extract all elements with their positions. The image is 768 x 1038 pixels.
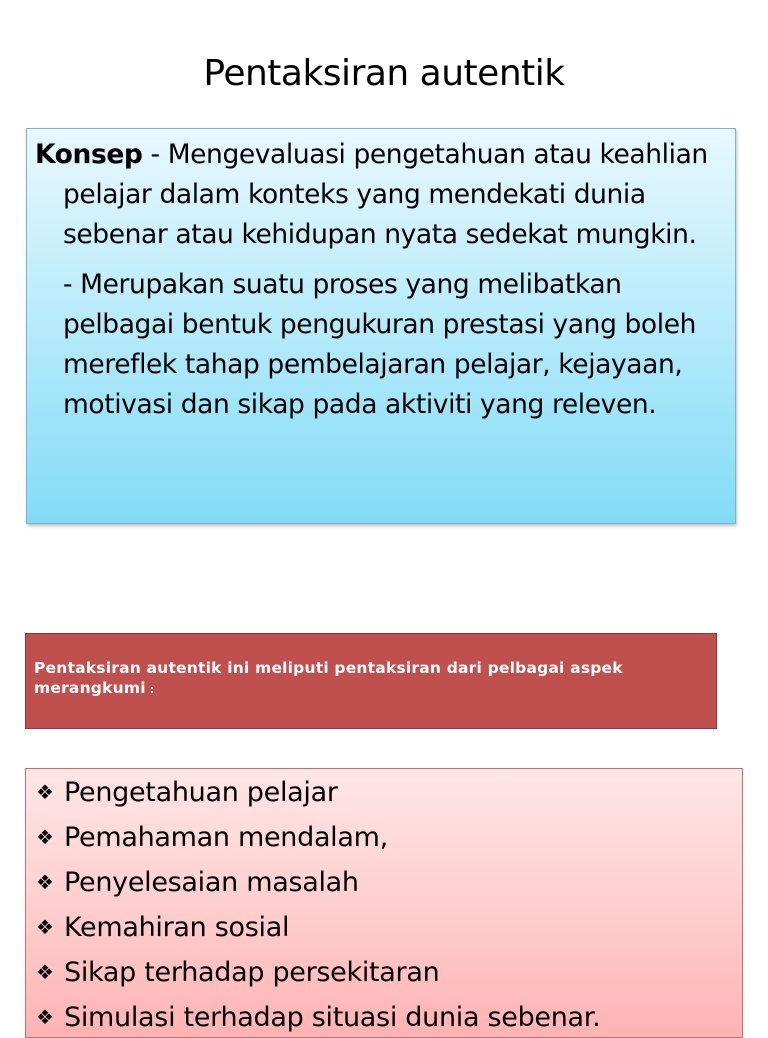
banner-suffix: : [145,683,155,696]
list-item [36,770,742,815]
list-item-label: Sikap terhadap persekitaran [64,957,440,988]
concept-definition: Mengevaluasi pengetahuan atau keahlian pelajar dalam konteks yang mendekati dunia sebenar atau kehidupan nyata sedekat mungkin. [63,139,708,250]
aspects-list [36,770,742,1038]
list-item-label: Simulasi terhadap situasi dunia sebenar. [64,1002,601,1033]
diamond-bullet-icon: ❖ [36,915,54,939]
concept-separator: - [142,139,168,170]
list-item [36,995,742,1038]
diamond-bullet-icon: ❖ [36,780,54,804]
list-item [36,950,742,995]
concept-label: Konsep [35,139,143,170]
diamond-bullet-icon: ❖ [36,825,54,849]
list-item [36,905,742,950]
aspects-list-box [25,768,743,1038]
diamond-bullet-icon: ❖ [36,1005,54,1029]
list-item [36,860,742,905]
slide-title: Pentaksiran autentik [203,53,565,94]
list-item-label: Kemahiran sosial [64,912,290,943]
diamond-bullet-icon: ❖ [36,870,54,894]
concept-box [26,128,736,524]
list-item-label: Penyelesaian masalah [64,867,359,898]
list-item-label: Pengetahuan pelajar [64,777,338,808]
diamond-bullet-icon: ❖ [36,960,54,984]
banner-text: Pentaksiran autentik ini meliputi pentaksiran dari pelbagai aspek merangkumi [34,659,623,697]
concept-paragraph-2: - Merupakan suatu proses yang melibatkan pelbagai bentuk pengukuran prestasi yang boleh mereflek tahap pembelajaran pelajar, kejayaan, motivasi dan sikap pada aktiviti yang releven. [63,269,697,420]
list-item [36,815,742,860]
concept-paragraph-1 [35,135,721,255]
aspects-banner [25,633,717,729]
list-item-label: Pemahaman mendalam, [64,822,388,853]
